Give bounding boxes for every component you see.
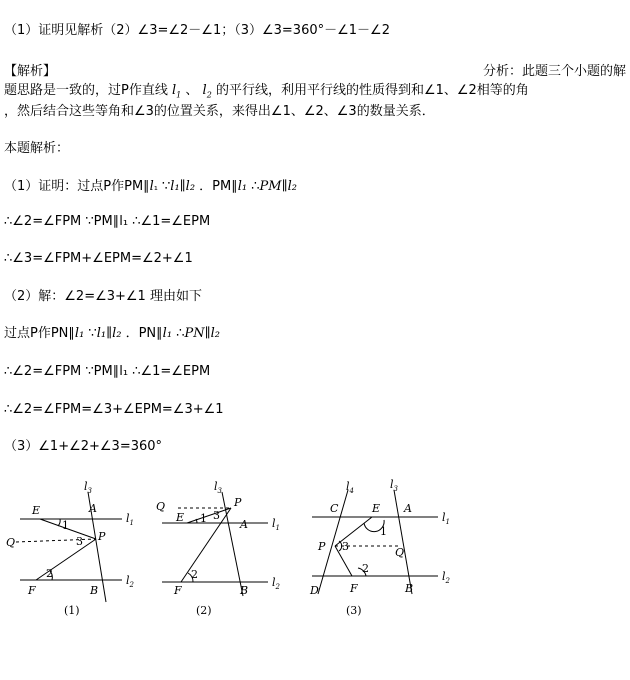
fig3-label-l2: $l_2$	[442, 570, 450, 585]
analysis-text-b: 的平行线，利用平行线的性质得到和∠1、∠2相等的角	[215, 83, 529, 98]
fig3-label-C: C	[330, 502, 339, 515]
step-2: ∴∠2=∠FPM ∵PM∥l₁ ∴∠1=∠EPM	[4, 214, 211, 229]
fig3-label-F: F	[350, 582, 358, 595]
fig3-label-Q: Q	[395, 546, 405, 559]
fig1-angle-1: 1	[62, 519, 69, 532]
step-7: ∴∠2=∠FPM=∠3+∠EPM=∠3+∠1	[4, 402, 224, 417]
fig1-seg-FP	[36, 539, 96, 580]
fig2-label-Q: Q	[156, 500, 166, 513]
line-l1-label: $l_1$	[171, 83, 182, 100]
fig2-angle-1: 1	[200, 512, 207, 525]
fig1-angle-2: 2	[46, 567, 53, 580]
analysis-intro: 分析：此题三个小题的解	[482, 64, 626, 79]
fig3-label-B: B	[405, 582, 414, 595]
fig2-caption: (2)	[196, 604, 212, 617]
fig2-label-B: B	[240, 584, 249, 597]
step-1-parallel: l₁∥l₂	[170, 179, 196, 194]
step-1-l: l	[149, 179, 154, 194]
fig3-label-D: D	[310, 584, 319, 597]
step-8: （3）∠1+∠2+∠3=360°	[4, 439, 163, 454]
analysis-line-3: ，然后结合这些等角和∠3的位置关系，来得出∠1、∠2、∠3的数量关系．	[4, 104, 435, 119]
fig3-angle-1: 1	[380, 525, 387, 538]
fig2-angle-3: 3	[213, 509, 220, 522]
figure-2	[162, 492, 268, 596]
fig1-label-l3: $l_3$	[84, 480, 92, 495]
fig1-label-A: A	[89, 502, 97, 515]
fig3-label-l1: $l_1$	[442, 511, 450, 526]
line-l2-label: $l_2$	[202, 83, 212, 100]
step-5-therefore: ∴	[176, 326, 185, 341]
fig1-label-P: P	[98, 530, 106, 543]
step-1-pm: ．PM∥	[199, 179, 238, 194]
fig2-label-l3: $l_3$	[214, 480, 222, 495]
fig1-label-E: E	[32, 504, 41, 517]
step-5-conclusion: PN∥l₂	[184, 326, 220, 341]
step-5-l1b: l₁	[162, 326, 173, 341]
step-4: （2）解：∠2=∠3+∠1 理由如下	[4, 289, 202, 304]
analysis-separator: 、	[185, 83, 199, 98]
answer-summary: （1）证明见解析（2）∠3=∠2－∠1；（3）∠3=360°－∠1－∠2	[4, 23, 390, 38]
step-1-because: ∵	[162, 179, 171, 194]
fig1-label-B: B	[90, 584, 99, 597]
fig2-label-l1: $l_1$	[272, 517, 280, 532]
step-5-pn: ．PN∥	[125, 326, 163, 341]
step-5-because: ∵	[88, 326, 97, 341]
fig3-angle-2: 2	[362, 562, 369, 575]
fig1-label-Q: Q	[6, 536, 16, 549]
fig3-label-l3: $l_3$	[390, 478, 398, 493]
analysis-text-a: 题思路是一致的，过P作直线	[4, 83, 168, 98]
fig2-label-E: E	[176, 511, 185, 524]
fig3-angle-3: 3	[342, 540, 349, 553]
step-1-conclusion: PM∥l₂	[259, 179, 297, 194]
fig2-label-A: A	[240, 518, 248, 531]
step-5-parallel: l₁∥l₂	[96, 326, 122, 341]
fig1-label-l1: $l_1$	[126, 512, 134, 527]
fig2-label-F: F	[174, 584, 182, 597]
jiexi-header: 【解析】	[4, 64, 57, 79]
step-1-l1: l₁	[237, 179, 248, 194]
fig1-label-F: F	[28, 584, 36, 597]
geometry-figures	[0, 474, 630, 624]
step-3: ∴∠3=∠FPM+∠EPM=∠2+∠1	[4, 251, 193, 266]
body-header: 本题解析：	[4, 141, 70, 156]
step-6: ∴∠2=∠FPM ∵PM∥l₁ ∴∠1=∠EPM	[4, 364, 211, 379]
step-1-text: （1）证明：过点P作PM∥	[4, 179, 150, 194]
fig3-label-E: E	[372, 502, 381, 515]
step-1-sub: ₁	[153, 182, 158, 193]
fig2-label-P: P	[234, 496, 242, 509]
fig1-caption: (1)	[64, 604, 80, 617]
analysis-line-2	[4, 82, 529, 105]
fig3-caption: (3)	[346, 604, 362, 617]
fig3-label-A: A	[404, 502, 412, 515]
fig1-seg-QP	[16, 539, 96, 542]
fig3-label-P: P	[318, 540, 326, 553]
fig1-arc-1	[58, 519, 60, 526]
fig2-angle-2: 2	[191, 568, 198, 581]
fig1-angle-3: 3	[76, 535, 83, 548]
step-1	[4, 178, 297, 197]
step-5	[4, 325, 220, 343]
fig2-label-l2: $l_2$	[272, 576, 280, 591]
fig1-label-l2: $l_2$	[126, 574, 134, 589]
fig2-seg-EP	[187, 508, 231, 523]
step-5-text: 过点P作PN∥	[4, 326, 75, 341]
fig3-label-l4: $l_4$	[346, 480, 354, 495]
step-1-therefore: ∴	[251, 179, 260, 194]
step-5-l1: l₁	[74, 326, 85, 341]
